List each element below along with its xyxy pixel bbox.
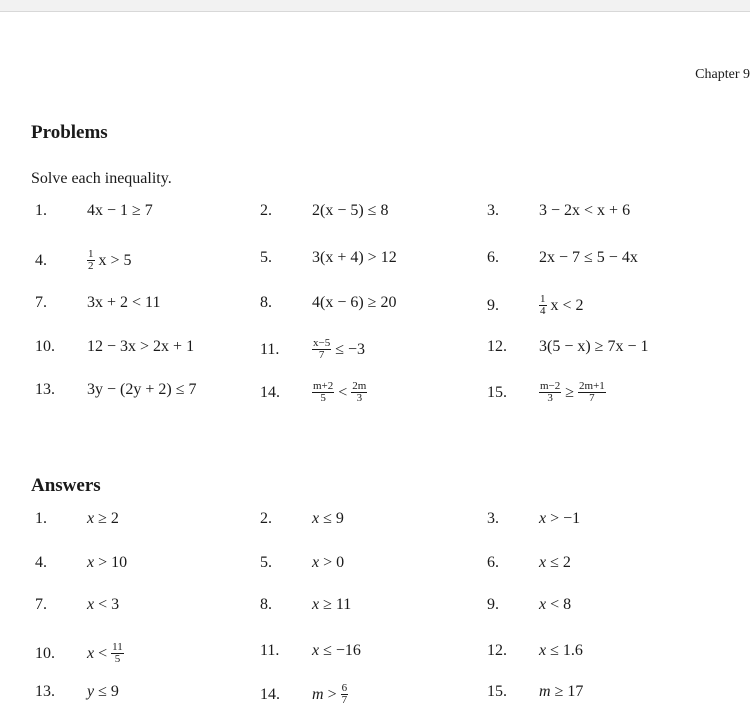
problem-number: 9. [487,296,499,314]
problem-item [260,338,367,361]
problem-item [260,202,390,220]
fraction [341,683,349,706]
problem-item [260,294,398,312]
answer-item [35,510,121,528]
problem-item [35,381,198,399]
fraction-denominator: 4 [540,305,546,317]
answer-number: 1. [35,510,47,527]
problem-number: 4. [35,251,47,269]
answer-expression [310,596,353,614]
answer-number: 14. [260,685,280,703]
answer-item [260,510,346,528]
problem-expression [85,294,162,312]
answer-expression [85,510,121,528]
expression-text: x > 0 [312,554,345,571]
fraction-numerator: 11 [112,641,123,653]
problem-number: 13. [35,381,55,398]
problem-item [35,202,155,220]
answer-expression [85,554,129,572]
expression-text: 3x + 2 < 11 [87,294,161,311]
expression-text: x > 10 [87,554,128,571]
answer-item [35,596,121,614]
answer-item [260,642,363,660]
answer-number: 3. [487,510,499,527]
problem-expression [537,338,650,356]
problem-expression [537,381,608,404]
problem-expression [310,294,398,312]
answer-number: 11. [260,642,280,659]
answer-expression [85,596,121,614]
problem-expression [537,249,640,267]
fraction [312,381,334,404]
problem-item [487,338,650,356]
answer-expression [310,510,346,528]
answer-number: 15. [487,683,507,700]
fraction-numerator: 1 [88,248,94,260]
problem-item [260,249,399,267]
expression-text: 2x − 7 ≤ 5 − 4x [539,249,638,266]
instruction-text: Solve each inequality. [31,170,172,187]
answer-expression [537,554,573,572]
answer-expression [310,683,350,706]
fraction-denominator: 7 [589,392,595,404]
expression-text: < [338,383,348,401]
problem-item [487,294,586,317]
problem-expression [85,249,134,272]
viewer-top-bar [0,0,750,12]
expression-text: x < 2 [550,296,584,314]
answer-expression [310,642,363,660]
expression-text: ≥ [565,383,575,401]
fraction [111,642,124,665]
fraction [351,381,367,404]
answer-item [260,596,353,614]
answer-item [487,642,585,660]
expression-text: x < 8 [539,596,572,613]
expression-text: x > 5 [98,251,132,269]
expression-text: 12 − 3x > 2x + 1 [87,338,195,355]
answer-item [35,554,129,572]
fraction [87,249,95,272]
fraction-numerator: m−2 [540,380,561,392]
problem-number: 2. [260,202,272,219]
answer-item [487,554,573,572]
expression-text: 3(5 − x) ≥ 7x − 1 [539,338,649,355]
expression-text: x ≤ 9 [312,510,344,527]
expression-text: 3(x + 4) > 12 [312,249,397,266]
problem-number: 14. [260,383,280,401]
answer-item [487,510,582,528]
problem-number: 10. [35,338,55,355]
fraction-denominator: 7 [341,694,348,706]
fraction [578,381,606,404]
problem-expression [310,249,399,267]
answer-number: 4. [35,554,47,571]
answer-number: 9. [487,596,499,613]
answer-item [260,554,346,572]
expression-text: x > −1 [539,510,581,527]
expression-text: x ≤ −16 [312,642,361,659]
fraction [312,338,331,361]
answer-number: 6. [487,554,499,571]
answer-expression [85,683,121,701]
problem-number: 3. [487,202,499,219]
problem-item [35,294,162,312]
fraction-denominator: 3 [356,392,363,404]
answer-number: 10. [35,644,55,662]
problem-number: 8. [260,294,272,311]
problem-expression [85,338,196,356]
answer-expression [537,683,585,701]
fraction-numerator: 1 [540,293,546,305]
fraction-denominator: 5 [114,653,121,665]
answer-expression [310,554,346,572]
answer-item [35,642,126,665]
problem-item [487,381,608,404]
problem-expression [85,381,198,399]
expression-text: x < [87,644,108,662]
answer-expression [85,642,126,665]
expression-text: 4x − 1 ≥ 7 [87,202,153,219]
expression-text: 4(x − 6) ≥ 20 [312,294,397,311]
expression-text: 3 − 2x < x + 6 [539,202,631,219]
problem-expression [310,381,369,404]
problem-expression [310,202,390,220]
expression-text: 2(x − 5) ≤ 8 [312,202,389,219]
fraction [539,381,561,404]
answer-expression [537,596,573,614]
answer-number: 7. [35,596,47,613]
answers-heading: Answers [31,475,101,496]
problem-expression [537,202,632,220]
answer-item [260,683,350,706]
problems-heading: Problems [31,122,108,143]
problem-number: 7. [35,294,47,311]
answer-expression [537,510,582,528]
answer-expression [537,642,585,660]
problem-number: 15. [487,383,507,401]
expression-text: x ≤ 1.6 [539,642,583,659]
problem-number: 12. [487,338,507,355]
expression-text: x ≥ 2 [87,510,119,527]
expression-text: m ≥ 17 [539,683,584,700]
problem-expression [85,202,155,220]
answer-item [487,596,573,614]
fraction-denominator: 2 [88,260,94,272]
fraction [539,294,547,317]
fraction-numerator: m+2 [313,380,334,392]
answer-number: 13. [35,683,55,700]
problem-number: 5. [260,249,272,266]
problem-item [35,249,134,272]
problem-number: 1. [35,202,47,219]
expression-text: x ≤ 2 [539,554,571,571]
expression-text: x < 3 [87,596,120,613]
fraction-numerator: 6 [341,682,348,694]
expression-text: ≤ −3 [335,340,366,358]
problem-expression [537,294,586,317]
expression-text: y ≤ 9 [87,683,119,700]
fraction-denominator: 5 [320,392,326,404]
answer-item [487,683,585,701]
problem-item [487,202,632,220]
answer-number: 8. [260,596,272,613]
fraction-denominator: 7 [318,349,325,361]
fraction-numerator: 2m+1 [579,380,605,392]
fraction-numerator: 2m [352,380,367,392]
answer-number: 5. [260,554,272,571]
problem-item [35,338,196,356]
problem-number: 6. [487,249,499,266]
problem-number: 11. [260,340,280,358]
answer-number: 12. [487,642,507,659]
fraction-denominator: 3 [547,392,553,404]
expression-text: 3y − (2y + 2) ≤ 7 [87,381,197,398]
fraction-numerator: x−5 [313,337,331,349]
expression-text: m > [312,685,337,703]
chapter-label: Chapter 9 [695,67,750,82]
problem-item [260,381,369,404]
problem-expression [310,338,367,361]
answer-number: 2. [260,510,272,527]
expression-text: x ≥ 11 [312,596,352,613]
answer-item [35,683,121,701]
problem-item [487,249,640,267]
